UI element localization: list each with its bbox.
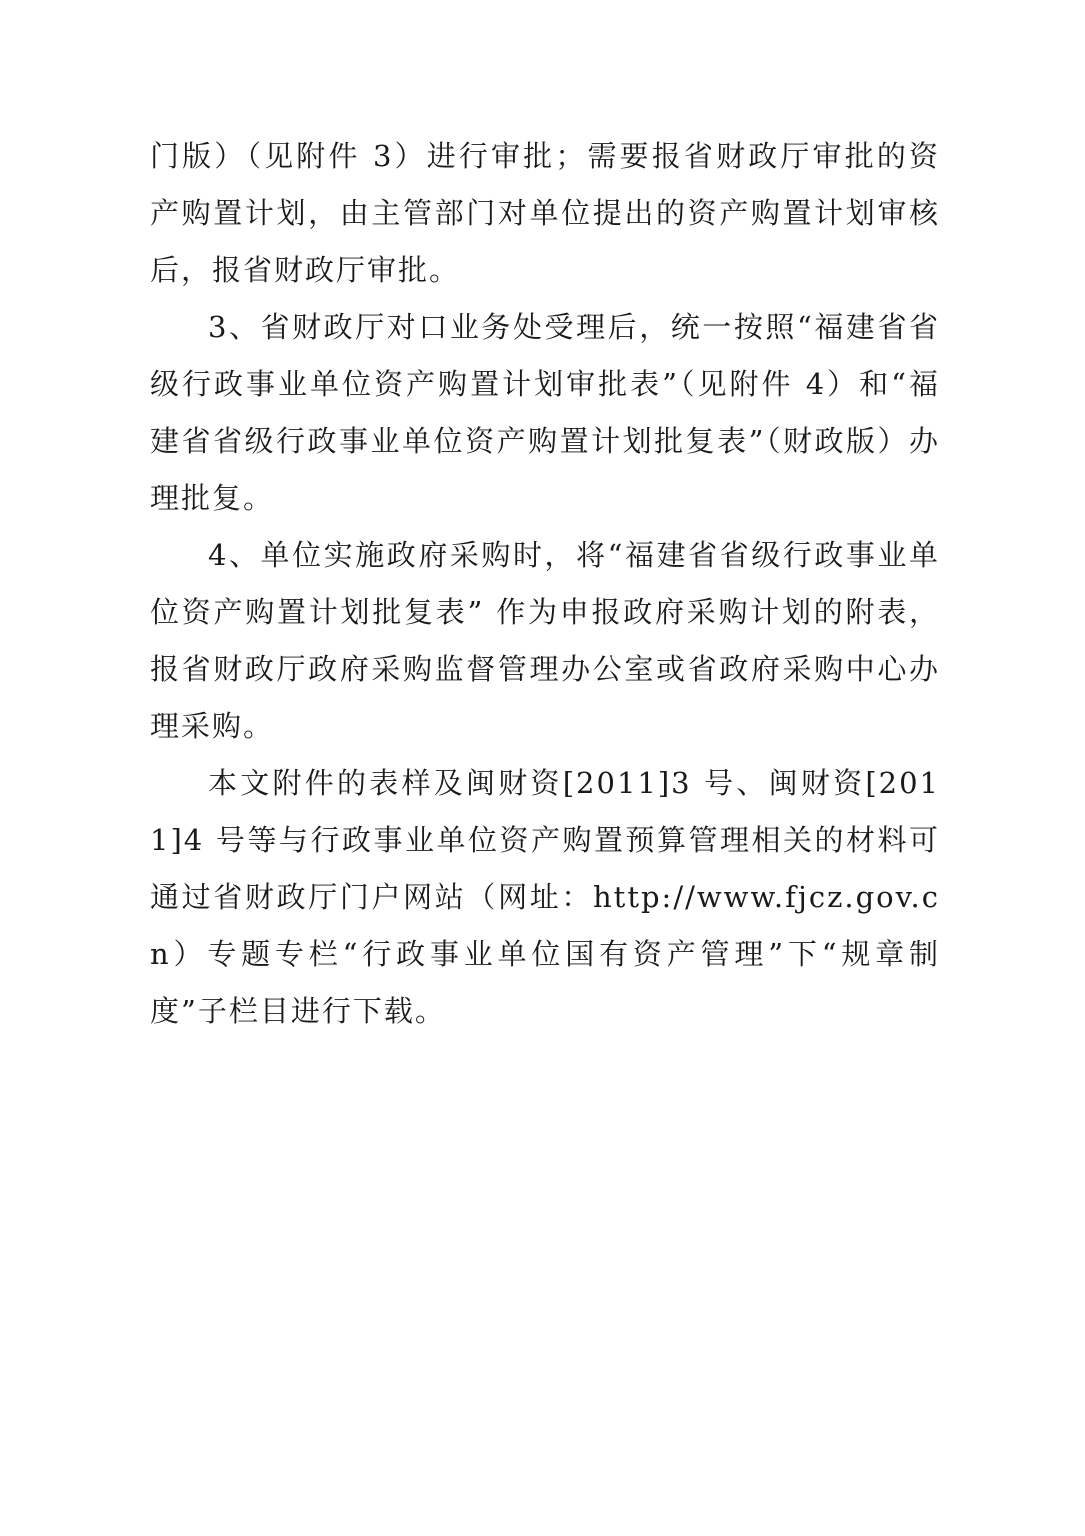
- paragraph-continuation: 门版）（见附件 3）进行审批；需要报省财政厅审批的资产购置计划，由主管部门对单位提出的资产购置计划审核后，报省财政厅审批。: [150, 139, 940, 287]
- paragraph-download-note: 本文附件的表样及闽财资[2011]3 号、闽财资[2011]4 号等与行政事业单位资产购置预算管理相关的材料可通过省财政厅门户网站（网址：http://www.fjcz.gov.cn）专题专栏“行政事业单位国有资产管理”下“规章制度”子栏目进行下载。: [150, 766, 940, 1028]
- paragraph-item-4: 4、单位实施政府采购时，将“福建省省级行政事业单位资产购置计划批复表” 作为申报政府采购计划的附表，报省财政厅政府采购监督管理办公室或省政府采购中心办理采购。: [150, 538, 940, 743]
- document-body: [150, 128, 940, 1040]
- paragraph-item-3: 3、省财政厅对口业务处受理后，统一按照“福建省省级行政事业单位资产购置计划审批表”（见附件 4）和“福建省省级行政事业单位资产购置计划批复表”（财政版）办理批复。: [150, 310, 940, 515]
